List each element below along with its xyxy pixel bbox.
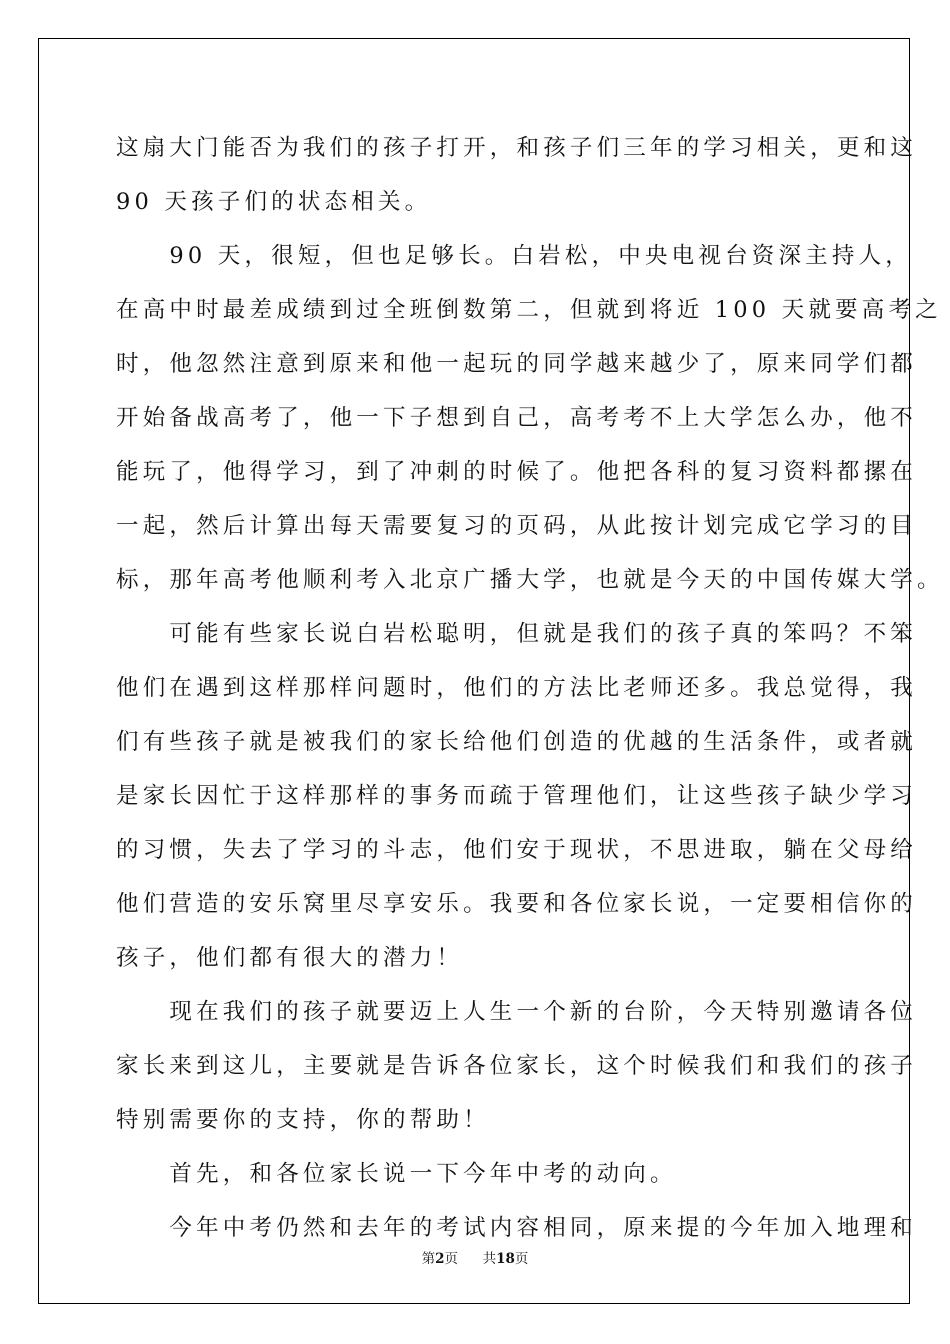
text-line: 的习惯，失去了学习的斗志，他们安于现状，不思进取，躺在父母给 xyxy=(116,837,918,863)
text-line: 孩子，他们都有很大的潜力！ xyxy=(116,945,464,971)
text-line: 他们在遇到这样那样问题时，他们的方法比老师还多。我总觉得，我 xyxy=(116,675,918,701)
text-line: 时，他忽然注意到原来和他一起玩的同学越来越少了，原来同学们都 xyxy=(116,351,918,377)
text-line: 这扇大门能否为我们的孩子打开，和孩子们三年的学习相关，更和这 xyxy=(116,135,918,161)
total-pages: 18 xyxy=(496,1251,515,1267)
text-line: 90 天孩子们的状态相关。 xyxy=(116,189,432,215)
text-line: 是家长因忙于这样那样的事务而疏于管理他们，让这些孩子缺少学习 xyxy=(116,783,918,809)
text-line: 们有些孩子就是被我们的家长给他们创造的优越的生活条件，或者就 xyxy=(116,729,918,755)
total-suffix: 页 xyxy=(514,1251,529,1267)
page-prefix: 第 xyxy=(421,1251,436,1267)
text-line: 开始备战高考了，他一下子想到自己，高考考不上大学怎么办，他不 xyxy=(116,405,918,431)
page-footer xyxy=(0,1247,950,1267)
text-line: 90 天，很短，但也足够长。白岩松，中央电视台资深主持人， xyxy=(116,243,912,269)
document-body xyxy=(116,121,944,1255)
total-prefix: 共 xyxy=(482,1251,497,1267)
text-line: 可能有些家长说白岩松聪明，但就是我们的孩子真的笨吗？不笨 xyxy=(116,621,918,647)
page-number: 2 xyxy=(435,1251,445,1267)
page-suffix: 页 xyxy=(444,1251,458,1267)
text-line: 一起，然后计算出每天需要复习的页码，从此按计划完成它学习的目 xyxy=(116,513,918,539)
text-line: 首先，和各位家长说一下今年中考的动向。 xyxy=(116,1161,677,1187)
text-line: 标，那年高考他顺利考入北京广播大学，也就是今天的中国传媒大学。 xyxy=(116,567,944,593)
text-line: 他们营造的安乐窝里尽享安乐。我要和各位家长说，一定要相信你的 xyxy=(116,891,918,917)
text-line: 今年中考仍然和去年的考试内容相同，原来提的今年加入地理和 xyxy=(116,1215,918,1241)
text-line: 特别需要你的支持，你的帮助！ xyxy=(116,1107,490,1133)
text-line: 能玩了，他得学习，到了冲刺的时候了。他把各科的复习资料都摞在 xyxy=(116,459,918,485)
text-line: 现在我们的孩子就要迈上人生一个新的台阶，今天特别邀请各位 xyxy=(116,999,918,1025)
text-line: 在高中时最差成绩到过全班倒数第二，但就到将近 100 天就要高考之 xyxy=(116,297,942,323)
text-line: 家长来到这儿，主要就是告诉各位家长，这个时候我们和我们的孩子 xyxy=(116,1053,918,1079)
